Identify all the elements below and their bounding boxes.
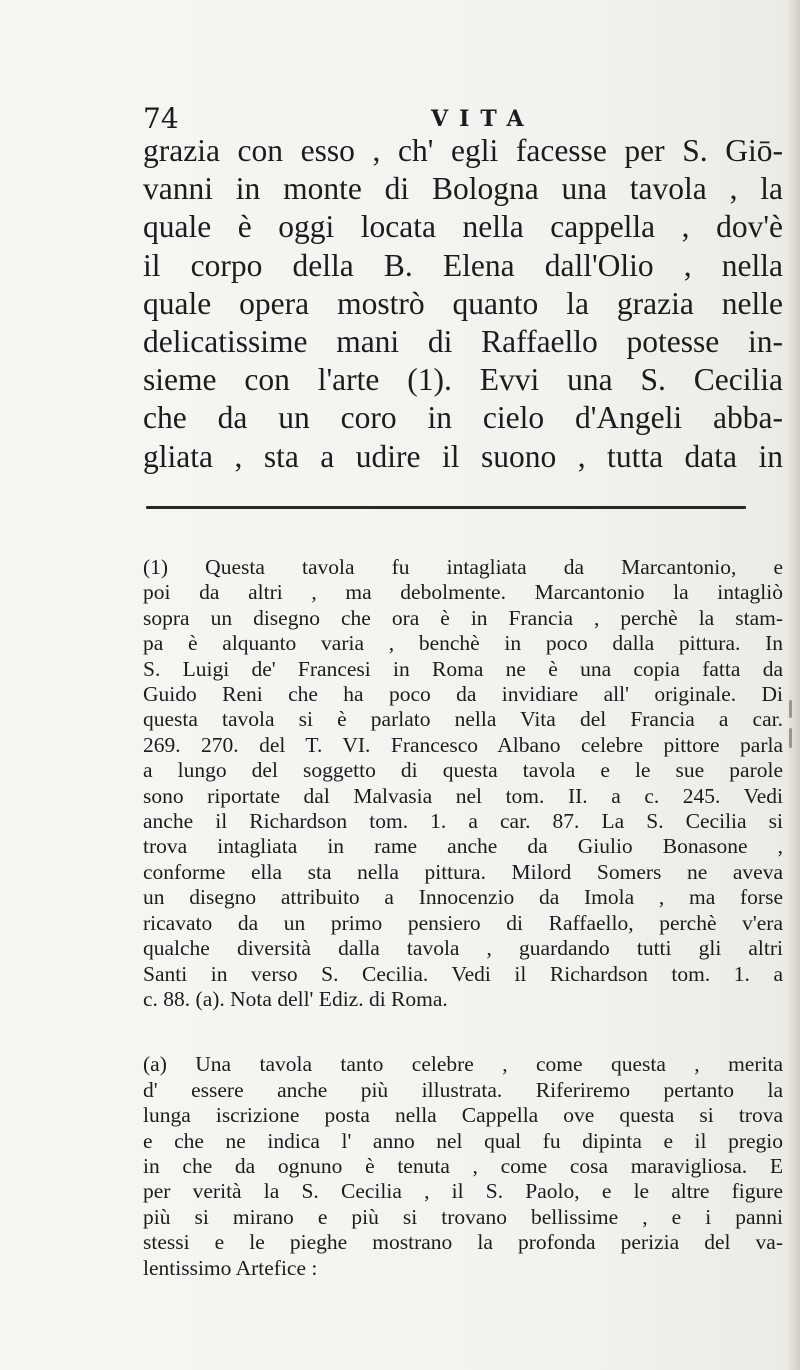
footnote-line: d' essere anche più illustrata. Riferiremo pertanto la xyxy=(143,1077,783,1102)
text-line: delicatissime mani di Raffaello potesse in- xyxy=(143,324,783,360)
footnote-line: anche il Richardson tom. 1. a car. 87. La S. Cecilia si xyxy=(143,809,783,834)
footnote-line: questa tavola si è parlato nella Vita del Francia a car. xyxy=(143,707,783,732)
footnote-line: e che ne indica l' anno nel qual fu dipinta e il pregio xyxy=(143,1128,783,1153)
edge-mark xyxy=(789,728,792,748)
footnote-line: trova intagliata in rame anche da Giulio Bonasone , xyxy=(143,834,783,859)
footnote-line: Guido Reni che ha poco da invidiare all' originale. Di xyxy=(143,682,783,707)
footnote-line: (a) Una tavola tanto celebre , come questa , merita xyxy=(143,1052,783,1077)
text-line: quale è oggi locata nella cappella , dov'è xyxy=(143,209,783,245)
footnote-line: c. 88. (a). Nota dell' Ediz. di Roma. xyxy=(143,986,448,1011)
running-head: VITA xyxy=(431,106,535,132)
footnote-1 xyxy=(143,555,783,1012)
text-line: grazia con esso , ch' egli facesse per S. Giō- xyxy=(143,133,783,168)
footnote-spacer xyxy=(143,1012,783,1052)
footnote-line: ricavato da un primo pensiero di Raffaello, perchè v'era xyxy=(143,910,783,935)
footnote-line: sopra un disegno che ora è in Francia , perchè la stam- xyxy=(143,605,783,630)
text-line: che da un coro in cielo d'Angeli abba- xyxy=(143,400,783,436)
footnote-line: 269. 270. del T. VI. Francesco Albano celebre pittore parla xyxy=(143,732,783,757)
footnote-line: poi da altri , ma debolmente. Marcantonio la intagliò xyxy=(143,580,783,605)
footnote-line: pa è alquanto varia , benchè in poco dalla pittura. In xyxy=(143,631,783,656)
main-text xyxy=(143,132,783,476)
edge-mark xyxy=(789,700,792,718)
footnote-a xyxy=(143,1052,783,1281)
footnote-line: più si mirano e più si trovano bellissime , e i panni xyxy=(143,1204,783,1229)
text-line: il corpo della B. Elena dall'Olio , nella xyxy=(143,247,783,283)
text-line: gliata , sta a udire il suono , tutta data in xyxy=(143,438,783,474)
footnote-separator-rule xyxy=(146,506,746,509)
footnote-line: stessi e le pieghe mostrano la profonda perizia del va- xyxy=(143,1230,783,1255)
footnote-line: lunga iscrizione posta nella Cappella ove questa si trova xyxy=(143,1103,783,1128)
footnote-line: per verità la S. Cecilia , il S. Paolo, e le altre figure xyxy=(143,1179,783,1204)
footnote-line: un disegno attribuito a Innocenzio da Imola , ma forse xyxy=(143,885,783,910)
page-edge-shadow xyxy=(786,0,800,1370)
footnotes xyxy=(143,555,783,1281)
text-line: quale opera mostrò quanto la grazia nelle xyxy=(143,285,783,321)
footnote-line: (1) Questa tavola fu intagliata da Marcantonio, e xyxy=(143,555,783,579)
page-header xyxy=(143,102,783,136)
footnote-line: sono riportate dal Malvasia nel tom. II. a c. 245. Vedi xyxy=(143,783,783,808)
footnote-line: in che da ognuno è tenuta , come cosa maravigliosa. E xyxy=(143,1153,783,1178)
footnote-line: S. Luigi de' Francesi in Roma ne è una copia fatta da xyxy=(143,656,783,681)
footnote-line: qualche diversità dalla tavola , guardando tutti gli altri xyxy=(143,936,783,961)
footnote-line: a lungo del soggetto di questa tavola e le sue parole xyxy=(143,758,783,783)
text-line: vanni in monte di Bologna una tavola , la xyxy=(143,171,783,207)
page-edge-marks xyxy=(784,700,794,750)
footnote-line: conforme ella sta nella pittura. Milord Somers ne aveva xyxy=(143,859,783,884)
text-line: sieme con l'arte (1). Evvi una S. Cecilia xyxy=(143,362,783,398)
footnote-line: lentissimo Artefice : xyxy=(143,1255,318,1280)
footnote-line: Santi in verso S. Cecilia. Vedi il Richardson tom. 1. a xyxy=(143,961,783,986)
page-number: 74 xyxy=(143,102,179,135)
